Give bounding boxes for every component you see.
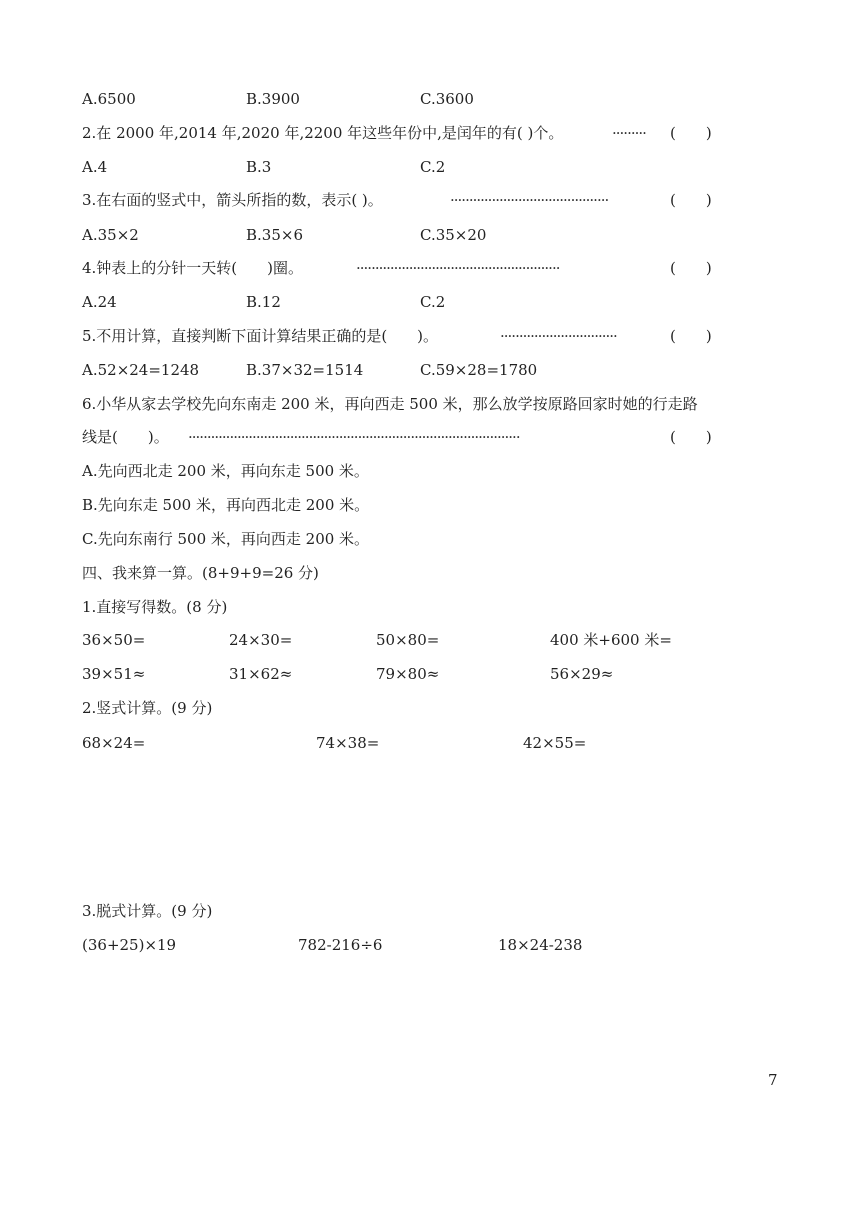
q5-option-a: A.52×24=1248 xyxy=(82,361,200,379)
q6-stem-line2: 线是( )。 xyxy=(82,428,169,446)
q6-option-b: B.先向东走 500 米，再向西北走 200 米。 xyxy=(82,496,370,514)
part2-item: 42×55= xyxy=(523,734,587,752)
part1-item: 24×30= xyxy=(229,631,293,649)
q4-option-a: A.24 xyxy=(82,293,117,311)
q2-stem: 2.在 2000 年,2014 年,2020 年,2200 年这些年份中,是闰年的有( )个。 xyxy=(82,124,564,142)
q5-option-c: C.59×28=1780 xyxy=(420,361,538,379)
part1-item: 39×51≈ xyxy=(82,665,146,683)
q4-option-b: B.12 xyxy=(246,293,281,311)
page-number: 7 xyxy=(768,1071,778,1089)
part3-item: 18×24-238 xyxy=(498,936,583,954)
q5-leader-dots: ······························· xyxy=(500,327,617,345)
q6-option-c: C.先向东南行 500 米，再向西走 200 米。 xyxy=(82,530,370,548)
part2-item: 68×24= xyxy=(82,734,146,752)
part3-item: (36+25)×19 xyxy=(82,936,177,954)
q2-option-c: C.2 xyxy=(420,158,446,176)
q3-stem: 3.在右面的竖式中，箭头所指的数，表示( )。 xyxy=(82,191,383,209)
q5-answer-bracket: ( ) xyxy=(670,327,712,345)
q2-option-b: B.3 xyxy=(246,158,272,176)
part2-title: 2.竖式计算。(9 分) xyxy=(82,699,213,717)
section4-title: 四、我来算一算。(8+9+9=26 分) xyxy=(82,564,319,582)
q5-stem: 5.不用计算，直接判断下面计算结果正确的是( )。 xyxy=(82,327,439,345)
part1-item: 56×29≈ xyxy=(550,665,614,683)
part3-title: 3.脱式计算。(9 分) xyxy=(82,902,213,920)
q3-option-a: A.35×2 xyxy=(82,226,139,244)
part2-item: 74×38= xyxy=(316,734,380,752)
part1-item: 36×50= xyxy=(82,631,146,649)
q1-option-b: B.3900 xyxy=(246,90,300,108)
part1-title: 1.直接写得数。(8 分) xyxy=(82,598,228,616)
part1-item: 79×80≈ xyxy=(376,665,440,683)
q3-answer-bracket: ( ) xyxy=(670,191,712,209)
q3-leader-dots: ·········································· xyxy=(450,191,609,209)
q3-option-c: C.35×20 xyxy=(420,226,487,244)
q4-answer-bracket: ( ) xyxy=(670,259,712,277)
q4-leader-dots: ······················································ xyxy=(356,259,560,277)
q2-leader-dots: ········· xyxy=(612,124,646,142)
q2-option-a: A.4 xyxy=(82,158,108,176)
q1-option-c: C.3600 xyxy=(420,90,474,108)
q2-answer-bracket: ( ) xyxy=(670,124,712,142)
part1-item: 31×62≈ xyxy=(229,665,293,683)
q5-option-b: B.37×32=1514 xyxy=(246,361,364,379)
q6-stem-line1: 6.小华从家去学校先向东南走 200 米，再向西走 500 米，那么放学按原路回家时她的行走路 xyxy=(82,395,698,413)
q4-option-c: C.2 xyxy=(420,293,446,311)
q4-stem: 4.钟表上的分针一天转( )圈。 xyxy=(82,259,304,277)
part1-item: 400 米+600 米= xyxy=(550,631,672,649)
part3-item: 782-216÷6 xyxy=(298,936,383,954)
q6-option-a: A.先向西北走 200 米，再向东走 500 米。 xyxy=(82,462,369,480)
q3-option-b: B.35×6 xyxy=(246,226,303,244)
part1-item: 50×80= xyxy=(376,631,440,649)
q6-answer-bracket: ( ) xyxy=(670,428,712,446)
q6-leader-dots: ························································································ xyxy=(188,428,520,446)
q1-option-a: A.6500 xyxy=(82,90,136,108)
